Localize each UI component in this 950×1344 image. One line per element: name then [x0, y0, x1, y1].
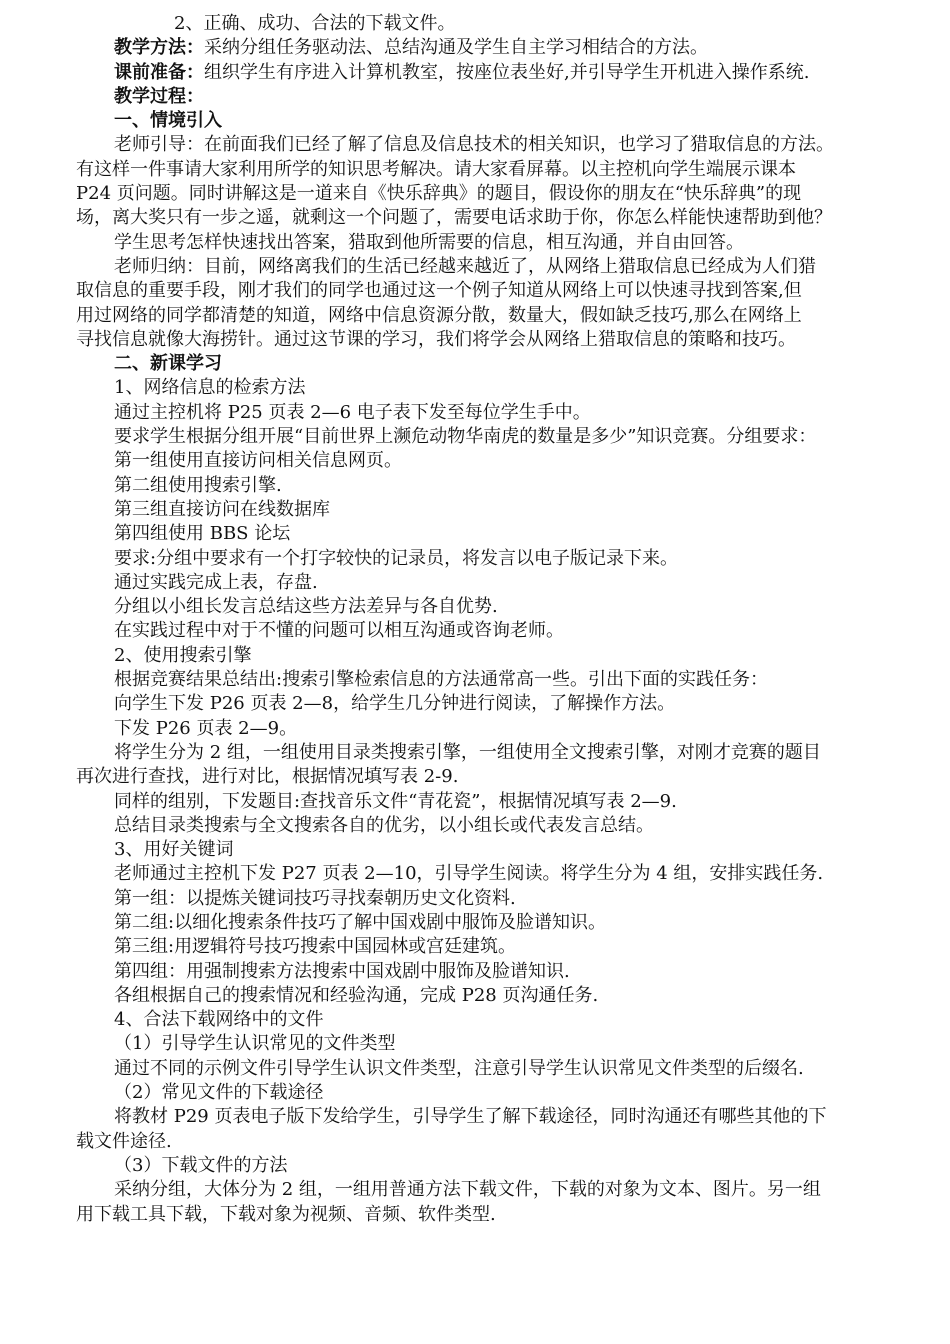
paragraph-line: 同样的组别，下发题目:查找音乐文件“青花瓷”，根据情况填写表 2—9. [114, 790, 677, 812]
list-item: 第二组使用搜索引擎. [114, 474, 282, 496]
paragraph-line: 场，离大奖只有一步之遥，就剩这一个问题了，需要电话求助于你，你怎么样能快速帮助到他？ [76, 207, 832, 229]
list-item: 第二组:以细化搜索条件技巧了解中国戏剧中服饰及脸谱知识。 [114, 911, 607, 933]
paragraph-line: 总结目录类搜索与全文搜索各自的优劣，以小组长或代表发言总结。 [114, 814, 654, 836]
class-preparation-text: 组织学生有序进入计算机教室，按座位表坐好,并引导学生开机进入操作系统. [204, 61, 810, 83]
subsection-item: （2）常见文件的下载途径 [114, 1082, 324, 1104]
paragraph-line: 老师通过主控机下发 P27 页表 2—10，引导学生阅读。将学生分为 4 组，安排实践任务. [114, 863, 824, 885]
paragraph-line: P24 页问题。同时讲解这是一道来自《快乐辞典》的题目，假设你的朋友在“快乐辞典”的现 [76, 183, 802, 205]
paragraph-line: 将学生分为 2 组，一组使用目录类搜索引擎，一组使用全文搜索引擎，对刚才竞赛的题目 [114, 741, 821, 763]
list-item: 第一组：以提炼关键词技巧寻找秦朝历史文化资料. [114, 887, 516, 909]
class-preparation-label: 课前准备： [114, 61, 204, 83]
list-item: 第一组使用直接访问相关信息网页。 [114, 450, 402, 472]
section-title-intro: 一、情境引入 [114, 110, 222, 132]
paragraph-line: 通过不同的示例文件引导学生认识文件类型，注意引导学生认识常见文件类型的后缀名. [114, 1057, 804, 1079]
list-item: 第三组:用逻辑符号技巧搜索中国园林或宫廷建筑。 [114, 936, 517, 958]
subsection-title: 2、使用搜索引擎 [114, 644, 252, 666]
subsection-title: 1、网络信息的检索方法 [114, 377, 306, 399]
paragraph-line: 将教材 P29 页表电子版下发给学生，引导学生了解下载途径，同时沟通还有哪些其他的下 [114, 1106, 827, 1128]
paragraph-line: 分组以小组长发言总结这些方法差异与各自优势. [114, 596, 498, 618]
objective-item-2: 2、正确、成功、合法的下载文件。 [174, 13, 456, 34]
paragraph-line: 各组根据自己的搜索情况和经验沟通，完成 P28 页沟通任务. [114, 984, 599, 1006]
subsection-title: 3、用好关键词 [114, 839, 234, 861]
paragraph-line: 要求:分组中要求有一个打字较快的记录员，将发言以电子版记录下来。 [114, 547, 679, 569]
subsection-item: （3）下载文件的方法 [114, 1154, 288, 1176]
paragraph-line: 载文件途径. [76, 1130, 172, 1152]
list-item: 第三组直接访问在线数据库 [114, 498, 330, 520]
paragraph-line: 向学生下发 P26 页表 2—8，给学生几分钟进行阅读，了解操作方法。 [114, 693, 676, 715]
paragraph-line: 学生思考怎样快速找出答案，猎取到他所需要的信息，相互沟通，并自由回答。 [114, 231, 744, 253]
subsection-title: 4、合法下载网络中的文件 [114, 1009, 324, 1031]
teaching-method-text: 采纳分组任务驱动法、总结沟通及学生自主学习相结合的方法。 [204, 37, 708, 59]
section-title-new-lesson: 二、新课学习 [114, 353, 222, 375]
paragraph-line: 在实践过程中对于不懂的问题可以相互沟通或咨询老师。 [114, 620, 564, 642]
class-preparation [76, 61, 910, 85]
list-item: 第四组使用 BBS 论坛 [114, 523, 291, 545]
paragraph-line: 通过实践完成上表，存盘. [114, 571, 318, 593]
teaching-process-label: 教学过程： [114, 85, 204, 107]
paragraph-line: 用过网络的同学都清楚的知道，网络中信息资源分散，数量大，假如缺乏技巧,那么在网络上 [76, 304, 802, 326]
paragraph-line: 寻找信息就像大海捞针。通过这节课的学习，我们将学会从网络上猎取信息的策略和技巧。 [76, 328, 796, 350]
paragraph-line: 根据竞赛结果总结出:搜索引擎检索信息的方法通常高一些。引出下面的实践任务： [114, 669, 769, 691]
paragraph-line: 下发 P26 页表 2—9。 [114, 717, 298, 739]
paragraph-line: 通过主控机将 P25 页表 2—6 电子表下发至每位学生手中。 [114, 401, 591, 423]
paragraph-line: 要求学生根据分组开展“目前世界上濒危动物华南虎的数量是多少”知识竞赛。分组要求： [114, 426, 817, 448]
teaching-method-label: 教学方法： [114, 37, 204, 59]
paragraph-line: 有这样一件事请大家利用所学的知识思考解决。请大家看屏幕。以主控机向学生端展示课本 [76, 158, 796, 180]
paragraph-line: 再次进行查找，进行对比，根据情况填写表 2-9. [76, 766, 459, 788]
list-item: 第四组：用强制搜索方法搜索中国戏剧中服饰及脸谱知识. [114, 960, 570, 982]
paragraph-line: 取信息的重要手段，刚才我们的同学也通过这一个例子知道从网络上可以快速寻找到答案,但 [76, 280, 802, 302]
subsection-item: （1）引导学生认识常见的文件类型 [114, 1033, 396, 1055]
teaching-method [76, 36, 910, 60]
paragraph-line: 用下载工具下载，下载对象为视频、音频、软件类型. [76, 1203, 496, 1225]
paragraph-line: 老师引导：在前面我们已经了解了信息及信息技术的相关知识，也学习了猎取信息的方法。 [114, 134, 834, 156]
paragraph-line: 老师归纳：目前，网络离我们的生活已经越来越近了，从网络上猎取信息已经成为人们猎 [114, 255, 816, 277]
paragraph-line: 采纳分组，大体分为 2 组，一组用普通方法下载文件，下载的对象为文本、图片。另一组 [114, 1179, 821, 1201]
